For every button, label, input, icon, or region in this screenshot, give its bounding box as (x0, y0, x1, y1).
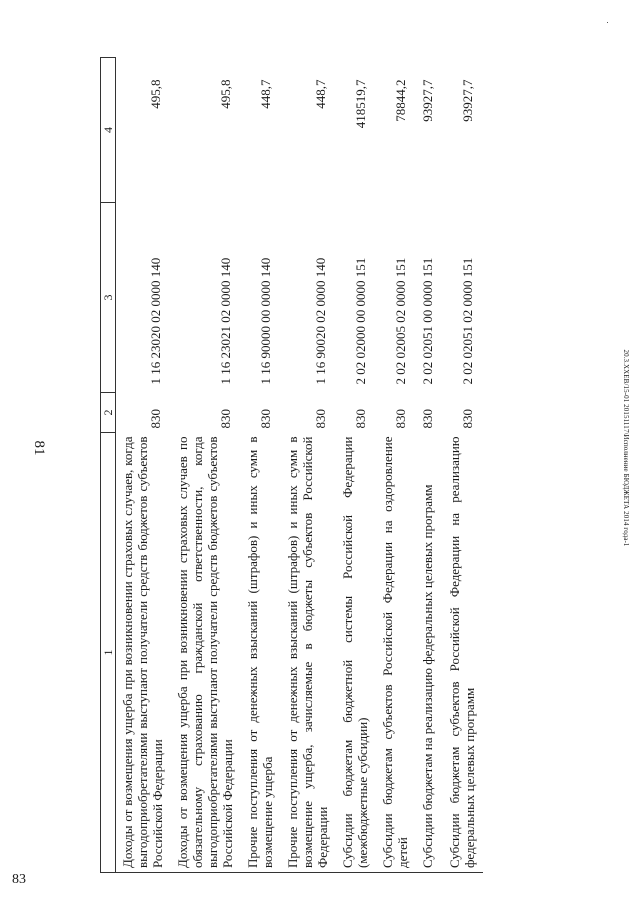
table-row (443, 58, 483, 873)
header-col-3: 3 (101, 203, 116, 393)
row-description: Субсидии бюджетам бюджетной системы Российской Федерации (межбюджетные субсидии) (336, 433, 376, 873)
row-amount: 78844,2 (393, 79, 408, 122)
rotated-table-container (100, 58, 507, 873)
row-description: Субсидии бюджетам субъектов Российской Федерации на реализацию федеральных целевых программ (443, 433, 483, 873)
row-budget-code: 2 02 02051 00 0000 151 (420, 257, 435, 385)
row-budget-code: 1 16 23021 02 0000 140 (218, 257, 233, 385)
row-amount: 495,8 (218, 79, 233, 109)
row-description: Субсидии бюджетам субъектов Российской Федерации на оздоровление детей (376, 433, 416, 873)
scan-page-number: 83 (12, 872, 26, 887)
row-admin-code: 830 (218, 409, 233, 429)
row-amount: 93927,7 (460, 79, 475, 122)
row-budget-code: 2 02 02000 00 0000 151 (353, 257, 368, 385)
row-admin-code: 830 (393, 409, 408, 429)
row-budget-code: 1 16 90000 00 0000 140 (258, 257, 273, 385)
row-admin-code: 830 (420, 409, 435, 429)
row-amount: 418519,7 (353, 79, 368, 129)
row-amount: 495,8 (148, 79, 163, 109)
row-description: Прочие поступления от денежных взысканий (штрафов) и иных сумм в возмещение ущерба, зачисляемые в бюджеты субъектов Российской Федерации (281, 433, 336, 873)
row-budget-code: 2 02 02051 02 0000 151 (460, 257, 475, 385)
table-row (171, 58, 241, 873)
table-row (281, 58, 336, 873)
row-admin-code: 830 (148, 409, 163, 429)
table-row (416, 58, 443, 873)
table-region (100, 58, 507, 873)
table-row (336, 58, 376, 873)
revenue-table (100, 57, 483, 873)
row-budget-code: 1 16 23020 02 0000 140 (148, 257, 163, 385)
row-admin-code: 830 (313, 409, 328, 429)
table-row (241, 58, 281, 873)
row-admin-code: 830 (353, 409, 368, 429)
row-admin-code: 830 (258, 409, 273, 429)
row-description: Прочие поступления от денежных взысканий (штрафов) и иных сумм в возмещение ущерба (241, 433, 281, 873)
row-description: Доходы от возмещения ущерба при возникновении страховых случаев по обязательному страхованию гражданской ответственности, когда выгодоприобретателями выступают получатели средств бюджетов субъектов Российской Федерации (171, 433, 241, 873)
row-admin-code: 830 (460, 409, 475, 429)
row-amount: 448,7 (258, 79, 273, 109)
header-col-2: 2 (101, 393, 116, 433)
row-budget-code: 2 02 02005 02 0000 151 (393, 257, 408, 385)
table-header-row (101, 58, 116, 873)
footer-file-path: 20.3.ХХЕВ/15-01 20151117\Исполнение БЮДЖЕТА 2014 года-1 (622, 349, 630, 547)
table-row (116, 58, 172, 873)
row-budget-code: 1 16 90020 02 0000 140 (313, 257, 328, 385)
row-amount: 448,7 (313, 79, 328, 109)
row-amount: 93927,7 (420, 79, 435, 122)
table-row (376, 58, 416, 873)
scan-speck (607, 22, 608, 23)
row-description: Доходы от возмещения ущерба при возникновении страховых случаев, когда выгодоприобретателями выступают получатели средств бюджетов субъектов Российской Федерации (116, 433, 172, 873)
header-col-4: 4 (101, 58, 116, 203)
row-description: Субсидии бюджетам на реализацию федеральных целевых программ (416, 433, 443, 873)
printed-page-number: 81 (31, 440, 47, 456)
header-col-1: 1 (101, 433, 116, 873)
